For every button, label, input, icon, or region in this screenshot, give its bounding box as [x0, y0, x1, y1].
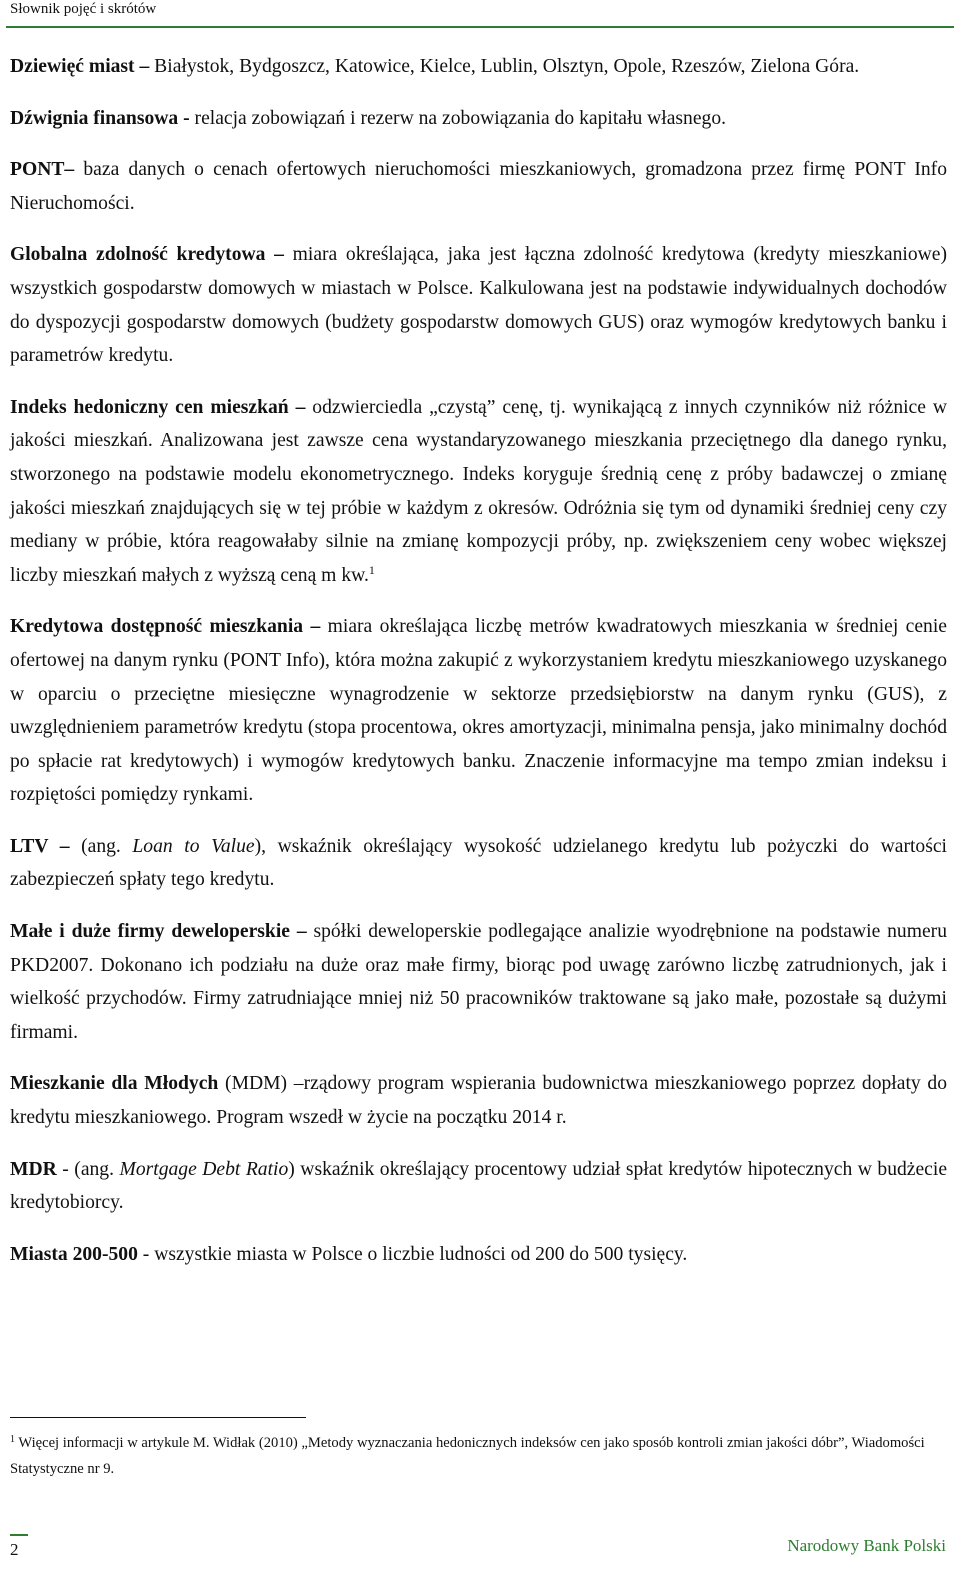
entry-term: LTV –: [10, 835, 70, 857]
glossary-body: [10, 50, 947, 1289]
entry-term: Dźwignia finansowa -: [10, 107, 190, 129]
entry-pont: [10, 153, 947, 220]
entry-definition: miara określająca liczbę metrów kwadratowych mieszkania w średniej cenie ofertowej na danym rynku (PONT Info), która można zakupić z wykorzystaniem kredytu mieszkaniowego uzyskanego w oparciu o przeciętne miesięczne wynagrodzenie w sektorze przedsiębiorstw na danym rynku (GUS), z uwzględnieniem parametrów kredytu (stopa procentowa, okres amortyzacji, minimalna pensja, jako minimalny dochód po spłacie rat kredytowych) i wymogów kredytowych banku. Znaczenie informacyjne ma tempo zmian indeksu i rozpiętości pomiędzy rynkami.: [10, 616, 947, 806]
entry-dzwignia-finansowa: [10, 102, 947, 136]
entry-miasta-200-500: [10, 1238, 947, 1272]
entry-kredytowa-dostepnosc: [10, 610, 947, 812]
entry-mdr: [10, 1153, 947, 1220]
entry-term: Globalna zdolność kredytowa –: [10, 244, 284, 266]
footnote-mark: 1: [10, 1434, 15, 1445]
footer-rule: [10, 1534, 28, 1536]
entry-definition: spółki deweloperskie podlegające analizie wyodrębnione na podstawie numeru PKD2007. Dokonano ich podziału na duże oraz małe firmy, biorąc pod uwagę zarówno liczbę zatrudnionych, jak i wielkość przychodów. Firmy zatrudniające mniej niż 50 pracowników traktowane są jako małe, pozostałe są dużymi firmami.: [10, 921, 947, 1043]
entry-term: MDR: [10, 1158, 57, 1180]
footnote-reference[interactable]: 1: [368, 562, 375, 577]
running-header-title: Słownik pojęć i skrótów: [10, 1, 157, 17]
entry-ltv: [10, 830, 947, 897]
entry-definition: odzwierciedla „czystą” cenę, tj. wynikającą z innych czynników niż różnice w jakości mieszkań. Analizowana jest zawsze cena wystandaryzowanego mieszkania przeciętnego dla danego rynku, stworzonego na podstawie modelu ekonometrycznego. Indeks koryguje średnią cenę z próby badawczej o zmianę jakości mieszkań znajdujących się w tej próbie w każdym z okresów. Odróżnia się tym od dynamiki średniej ceny czy mediany w próbie, która reagowałaby silnie na zmianę kompozycji próby, np. zwiększeniem ceny wobec większej liczby mieszkań małych z wyższą ceną m kw.: [10, 396, 947, 586]
entry-term: Mieszkanie dla Młodych: [10, 1073, 219, 1095]
footnote: [10, 1430, 947, 1482]
entry-dziewiec-miast: [10, 50, 947, 84]
entry-term: Miasta 200-500: [10, 1243, 138, 1265]
entry-term: Indeks hedoniczny cen mieszkań –: [10, 396, 306, 418]
entry-definition-lead: - (ang.: [56, 1158, 120, 1180]
entry-definition: ), wskaźnik określający wysokość udzielanego kredytu lub pożyczki do wartości zabezpieczeń spłaty tego kredytu.: [10, 835, 947, 891]
entry-term: Małe i duże firmy deweloperskie –: [10, 921, 307, 943]
footnote-separator: [10, 1417, 306, 1418]
footer-brand: Narodowy Bank Polski: [787, 1536, 946, 1555]
entry-definition: - wszystkie miasta w Polsce o liczbie ludności od 200 do 500 tysięcy.: [137, 1243, 688, 1265]
header-rule: [6, 26, 954, 28]
entry-definition: relacja zobowiązań i rezerw na zobowiązania do kapitału własnego.: [189, 107, 727, 129]
entry-definition: miara określająca, jaka jest łączna zdolność kredytowa (kredyty mieszkaniowe) wszystkich gospodarstw domowych w miastach w Polsce. Kalkulowana jest na podstawie indywidualnych dochodów do dyspozycji gospodarstw domowych (budżety gospodarstw domowych GUS) oraz wymogów kredytowych banku i parametrów kredytu.: [10, 244, 947, 367]
entry-english-term: Mortgage Debt Ratio: [119, 1158, 289, 1180]
entry-indeks-hedoniczny: [10, 391, 947, 593]
page-number: 2: [10, 1540, 19, 1559]
entry-term: PONT–: [10, 159, 75, 181]
entry-definition: (MDM) –rządowy program wspierania budownictwa mieszkaniowego poprzez dopłaty do kredytu mieszkaniowego. Program wszedł w życie na początku 2014 r.: [10, 1073, 947, 1129]
entry-term: Kredytowa dostępność mieszkania –: [10, 616, 321, 638]
entry-term: Dziewięć miast –: [10, 56, 150, 77]
entry-firmy-deweloperskie: [10, 915, 947, 1049]
entry-definition: ) wskaźnik określający procentowy udział spłat kredytów hipotecznych w budżecie kredytobiorcy.: [10, 1158, 948, 1214]
entry-definition: baza danych o cenach ofertowych nieruchomości mieszkaniowych, gromadzona przez firmę PONT Info Nieruchomości.: [10, 159, 947, 214]
entry-definition-lead: (ang.: [69, 835, 133, 857]
entry-mdm: [10, 1067, 947, 1134]
entry-globalna-zdolnosc-kredytowa: [10, 238, 947, 372]
entry-definition: Białystok, Bydgoszcz, Katowice, Kielce, Lublin, Olsztyn, Opole, Rzeszów, Zielona Góra.: [149, 56, 860, 77]
footnote-text: Więcej informacji w artykule M. Widłak (2010) „Metody wyznaczania hedonicznych indeksów cen jako sposób kontroli zmian jakości dóbr”, Wiadomości Statystyczne nr 9.: [10, 1435, 925, 1477]
entry-english-term: Loan to Value: [132, 835, 255, 857]
